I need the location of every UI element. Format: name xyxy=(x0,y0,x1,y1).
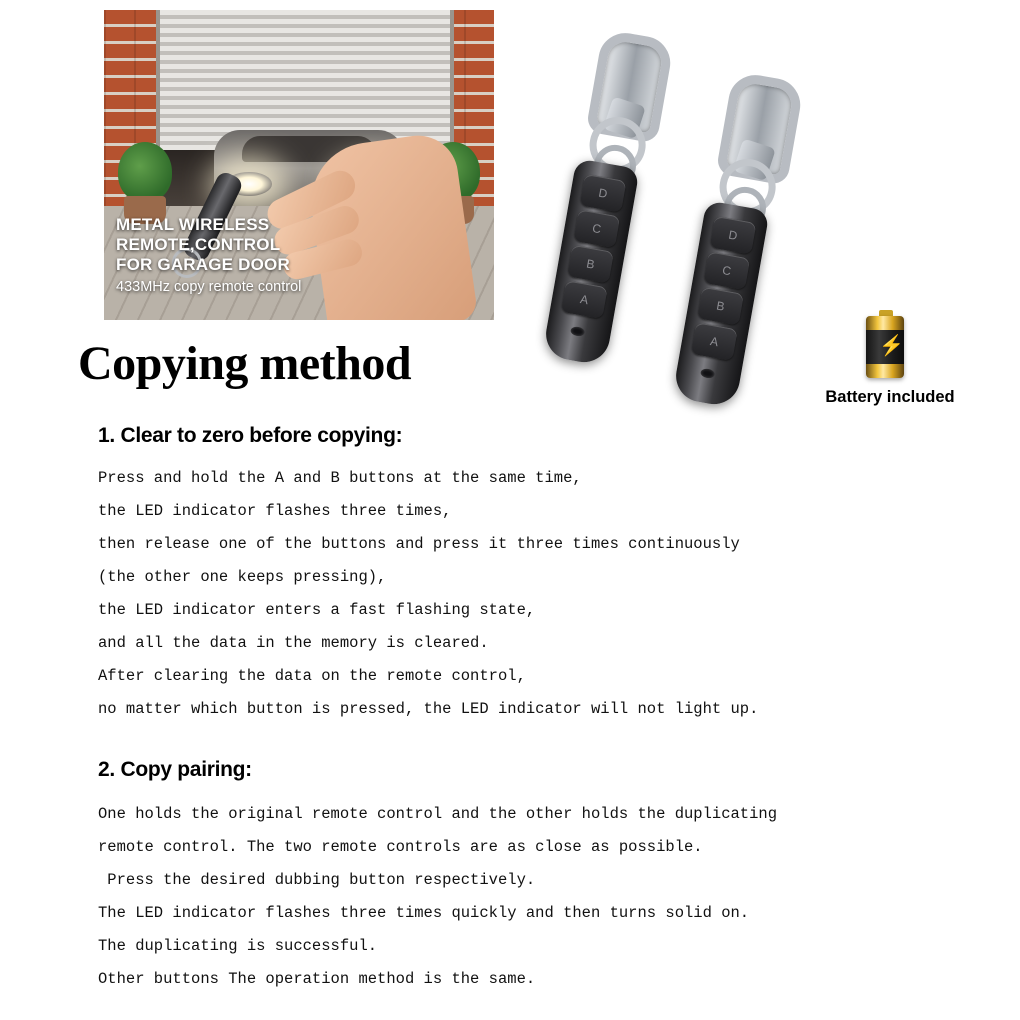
section-1-line: Press and hold the A and B buttons at the same time, xyxy=(98,469,582,487)
led-indicator xyxy=(570,326,585,337)
hand-decoration xyxy=(304,130,479,320)
section-2-body xyxy=(98,798,928,996)
photo-caption-line1: METAL WIRELESS xyxy=(116,214,270,234)
section-1-line: the LED indicator enters a fast flashing state, xyxy=(98,601,536,619)
section-1-line: no matter which button is pressed, the LED indicator will not light up. xyxy=(98,700,759,718)
section-2-line: The duplicating is successful. xyxy=(98,937,378,955)
remote-body xyxy=(672,200,770,408)
remote-button-c[interactable]: C xyxy=(703,251,750,290)
section-1-line: (the other one keeps pressing), xyxy=(98,568,387,586)
section-1-line: then release one of the buttons and press it three times continuously xyxy=(98,535,740,553)
remote-button-a[interactable]: A xyxy=(561,280,608,319)
lightning-bolt-icon: ⚡ xyxy=(879,335,904,357)
section-1-body xyxy=(98,462,928,726)
section-1-title: 1. Clear to zero before copying: xyxy=(98,424,403,447)
photo-caption-sub: 433MHz copy remote control xyxy=(116,278,302,295)
section-1-line: and all the data in the memory is cleared. xyxy=(98,634,489,652)
section-2-title: 2. Copy pairing: xyxy=(98,758,252,781)
section-2-line: Press the desired dubbing button respectively. xyxy=(98,871,536,889)
remote-button-b[interactable]: B xyxy=(697,287,744,326)
section-2-line: remote control. The two remote controls are as close as possible. xyxy=(98,838,703,856)
photo-caption-line3: FOR GARAGE DOOR xyxy=(116,254,290,274)
remote-button-d[interactable]: D xyxy=(710,216,757,255)
remote-button-c[interactable]: C xyxy=(573,209,620,248)
section-1-line: After clearing the data on the remote control, xyxy=(98,667,526,685)
photo-caption xyxy=(116,215,301,296)
page-title: Copying method xyxy=(78,337,412,390)
remote-controls-photo xyxy=(540,10,960,406)
product-photo xyxy=(104,10,494,320)
remote-body xyxy=(542,158,640,366)
section-2-line: One holds the original remote control and the other holds the duplicating xyxy=(98,805,778,823)
battery-icon xyxy=(866,316,904,378)
section-2-line: Other buttons The operation method is the same. xyxy=(98,970,536,988)
plant-left-decoration xyxy=(118,142,172,202)
remote-button-d[interactable]: D xyxy=(580,174,627,213)
remote-button-a[interactable]: A xyxy=(691,322,738,361)
led-indicator xyxy=(700,368,715,379)
section-2-line: The LED indicator flashes three times quickly and then turns solid on. xyxy=(98,904,750,922)
remote-button-b[interactable]: B xyxy=(567,245,614,284)
battery-body-decoration xyxy=(866,316,904,378)
battery-included-label: Battery included xyxy=(825,388,955,406)
photo-caption-line2: REMOTE,CONTROL xyxy=(116,234,281,254)
section-1-line: the LED indicator flashes three times, xyxy=(98,502,452,520)
